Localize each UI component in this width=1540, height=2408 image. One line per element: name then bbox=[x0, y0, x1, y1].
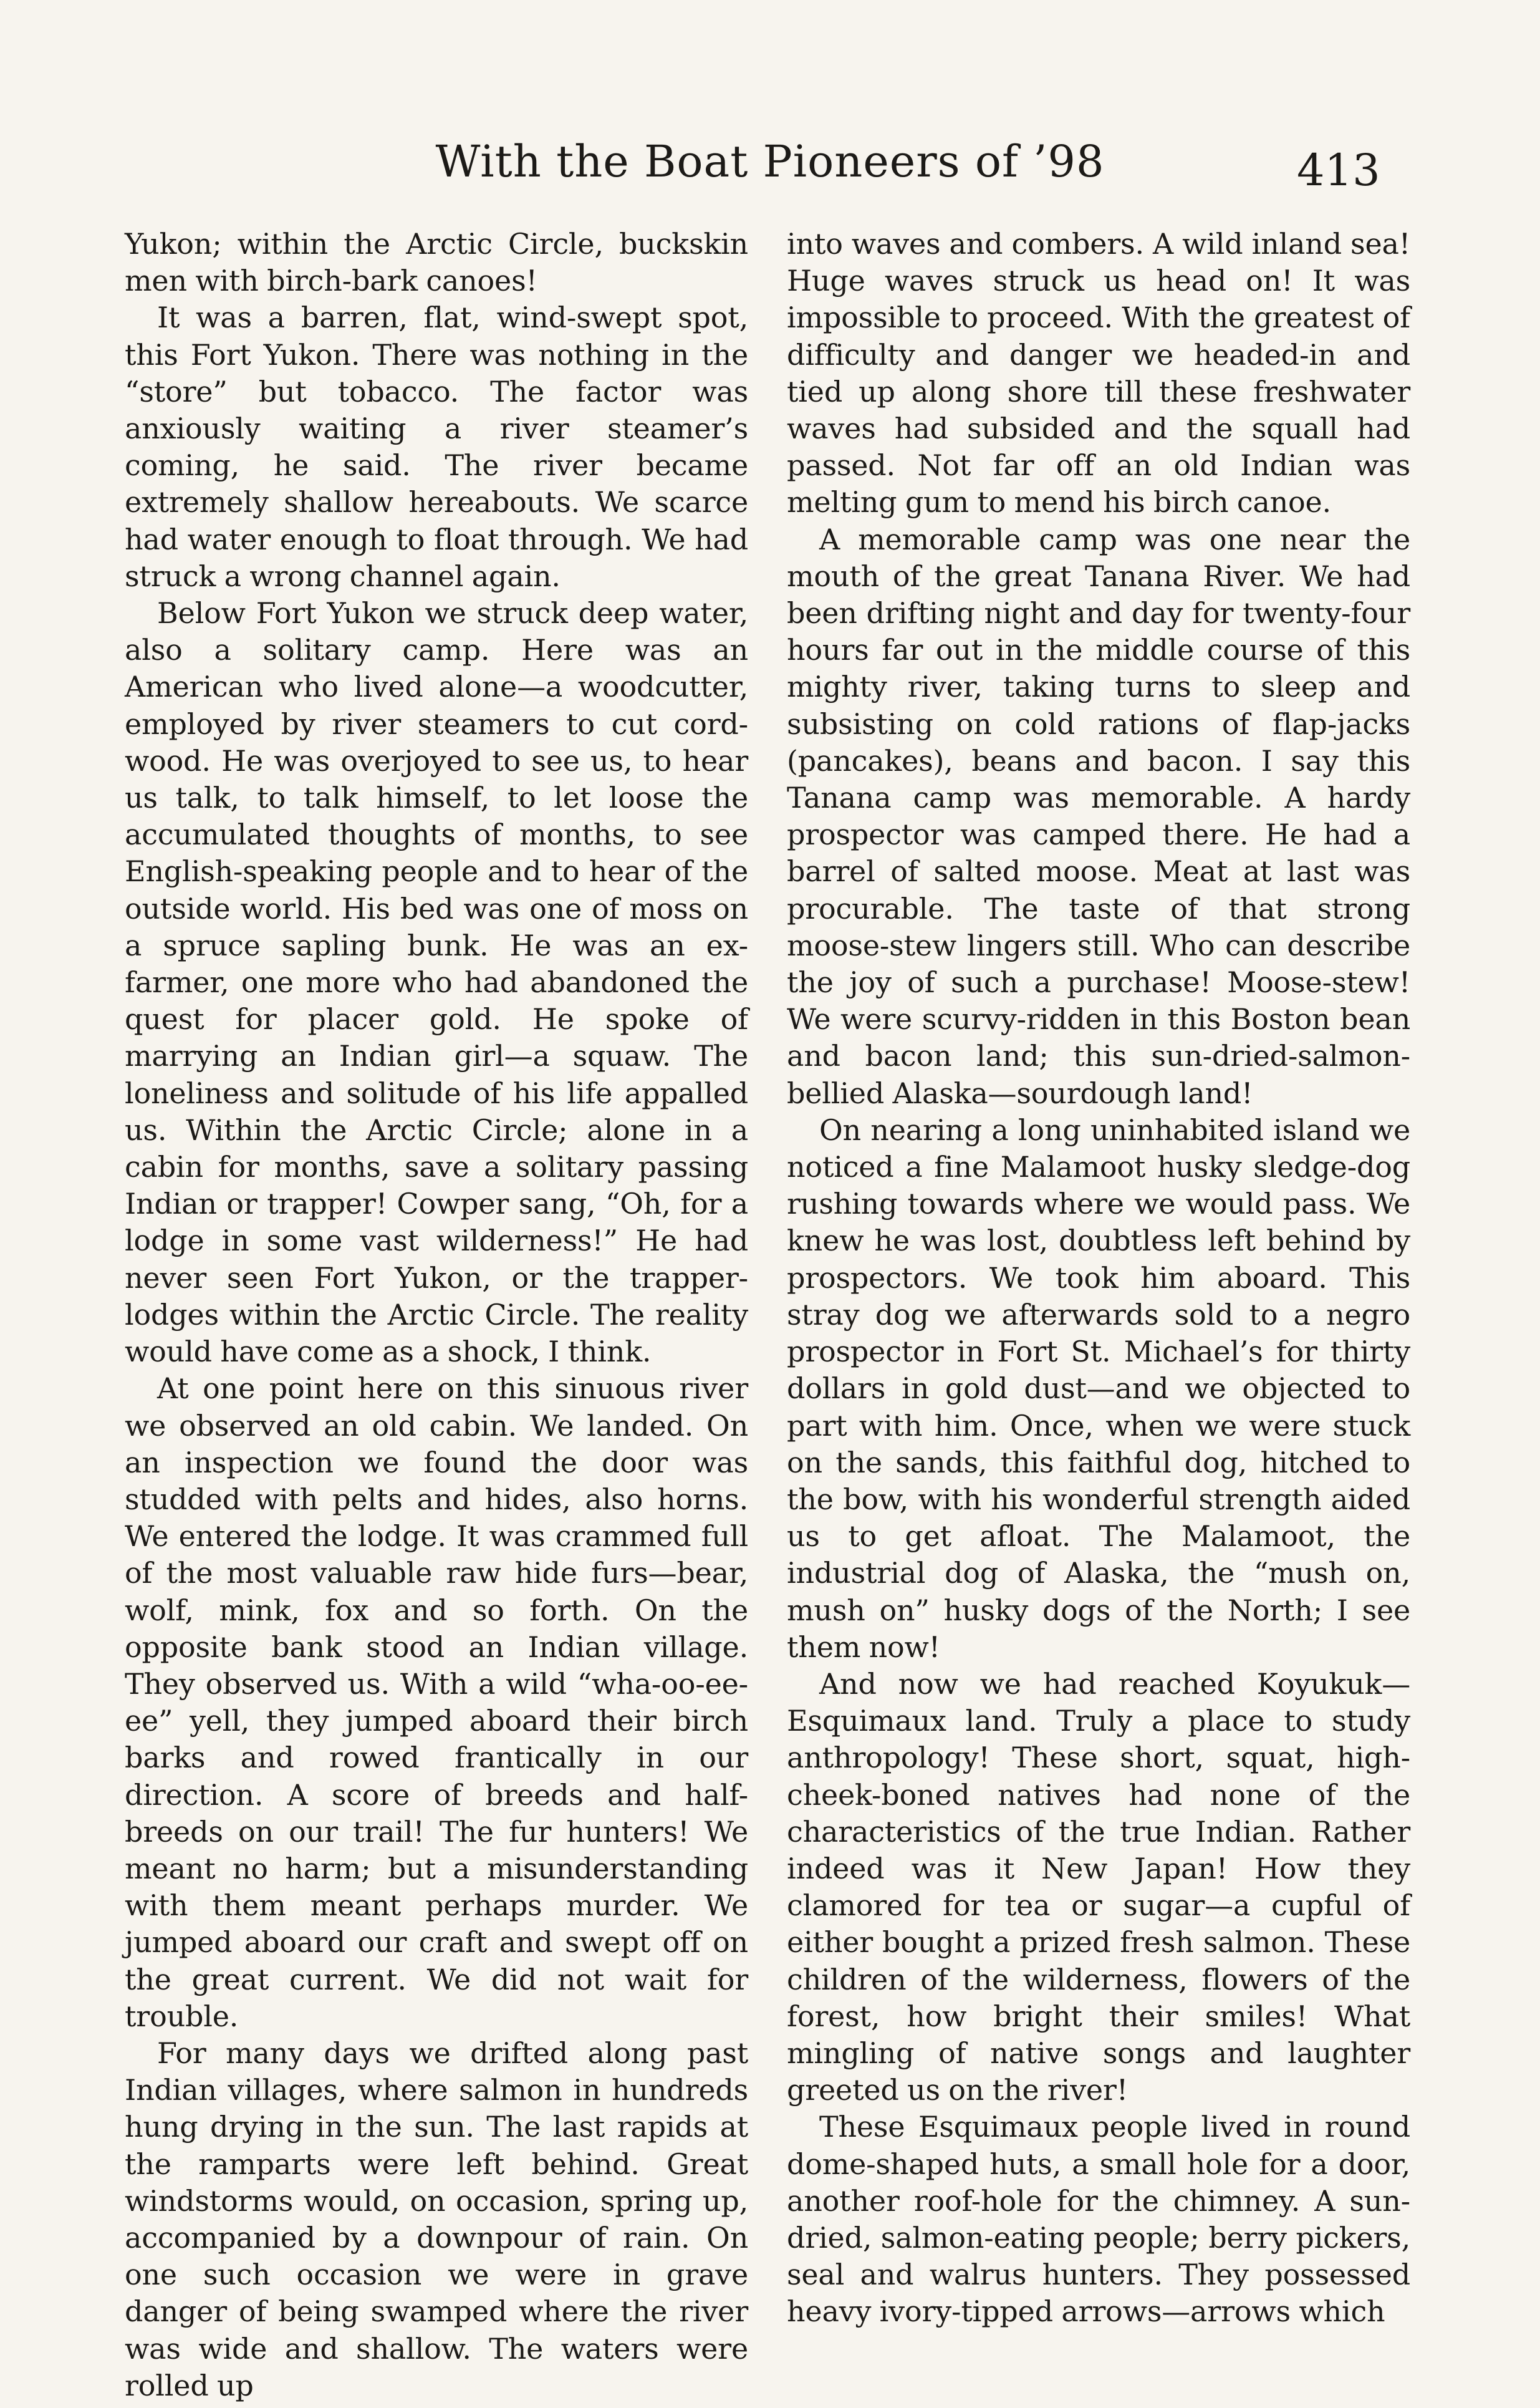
page-number: 413 bbox=[1297, 145, 1380, 196]
paragraph: These Esquimaux people lived in round dome-shaped huts, a small hole for a door, another roof-hole for the chimney. A sun-dried, salmon-eating people; berry pickers, seal and walrus hunters. They possessed heavy ivory-tipped arrows—arrows which bbox=[787, 2110, 1410, 2329]
paragraph: For many days we drifted along past Indian villages, where salmon in hundreds hung drying in the sun. The last rapids at the ramparts were left behind. Great windstorms would, on occasion, spring up, accompanied by a downpour of rain. On one such occasion we were in grave danger of being swamped where the river was wide and shallow. The waters were rolled up bbox=[125, 2036, 748, 2402]
paragraph: At one point here on this sinuous river we observed an old cabin. We landed. On an inspection we found the door was studded with pelts and hides, also horns. We entered the lodge. It was crammed full of the most valuable raw hide furs—bear, wolf, mink, fox and so forth. On the opposite bank stood an Indian village. They observed us. With a wild “wha-oo-ee-ee” yell, they jumped aboard their birch barks and rowed frantically in our direction. A score of breeds and half-breeds on our trail! The fur hunters! We meant no harm; but a misunderstanding with them meant perhaps murder. We jumped aboard our craft and swept off on the great current. We did not wait for trouble. bbox=[125, 1371, 748, 2033]
paragraph: Yukon; within the Arctic Circle, buckskin men with birch-bark canoes! bbox=[125, 227, 748, 298]
left-column bbox=[125, 226, 748, 2404]
running-title: With the Boat Pioneers of ’98 bbox=[435, 136, 1105, 187]
paragraph: A memorable camp was one near the mouth of the great Tanana River. We had been drifting night and day for twenty-four hours far out in the middle course of this mighty river, taking turns to sleep and subsisting on cold rations of flap-jacks (pancakes), beans and bacon. I say this Tanana camp was memorable. A hardy prospector was camped there. He had a barrel of salted moose. Meat at last was procurable. The taste of that strong moose-stew lingers still. Who can describe the joy of such a purchase! Moose-stew! We were scurvy-ridden in this Boston bean and bacon land; this sun-dried-salmon-bellied Alaska—sourdough land! bbox=[787, 522, 1410, 1110]
running-head bbox=[0, 136, 1540, 205]
paragraph: And now we had reached Koyukuk—Esquimaux land. Truly a place to study anthropology! These short, squat, high-cheek-boned natives had none of the characteristics of the true Indian. Rather indeed was it New Japan! How they clamored for tea or sugar—a cupful of either bought a prized fresh salmon. These children of the wilderness, flowers of the forest, how bright their smiles! What mingling of native songs and laughter greeted us on the river! bbox=[787, 1666, 1410, 2107]
paragraph: It was a barren, flat, wind-swept spot, this Fort Yukon. There was nothing in the “store” but tobacco. The factor was anxiously waiting a river steamer’s coming, he said. The river became extremely shallow hereabouts. We scarce had water enough to float through. We had struck a wrong channel again. bbox=[125, 301, 748, 593]
paragraph: Below Fort Yukon we struck deep water, also a solitary camp. Here was an American who lived alone—a woodcutter, employed by river steamers to cut cord-wood. He was overjoyed to see us, to hear us talk, to talk himself, to let loose the accumulated thoughts of months, to see English-speaking people and to hear of the outside world. His bed was one of moss on a spruce sapling bunk. He was an ex-farmer, one more who had abandoned the quest for placer gold. He spoke of marrying an Indian girl—a squaw. The loneliness and solitude of his life appalled us. Within the Arctic Circle; alone in a cabin for months, save a solitary passing Indian or trapper! Cowper sang, “Oh, for a lodge in some vast wilderness!” He had never seen Fort Yukon, or the trapper-lodges within the Arctic Circle. The reality would have come as a shock, I think. bbox=[125, 596, 748, 1369]
paragraph: On nearing a long uninhabited island we noticed a fine Malamoot husky sledge-dog rushing towards where we would pass. We knew he was lost, doubtless left behind by prospectors. We took him aboard. This stray dog we afterwards sold to a negro prospector in Fort St. Michael’s for thirty dollars in gold dust—and we objected to part with him. Once, when we were stuck on the sands, this faithful dog, hitched to the bow, with his wonderful strength aided us to get afloat. The Malamoot, the industrial dog of Alaska, the “mush on, mush on” husky dogs of the North; I see them now! bbox=[787, 1113, 1410, 1664]
paragraph: into waves and combers. A wild inland sea! Huge waves struck us head on! It was impossible to proceed. With the greatest of difficulty and danger we headed-in and tied up along shore till these freshwater waves had subsided and the squall had passed. Not far off an old Indian was melting gum to mend his birch canoe. bbox=[787, 227, 1410, 520]
right-column bbox=[787, 226, 1410, 2331]
